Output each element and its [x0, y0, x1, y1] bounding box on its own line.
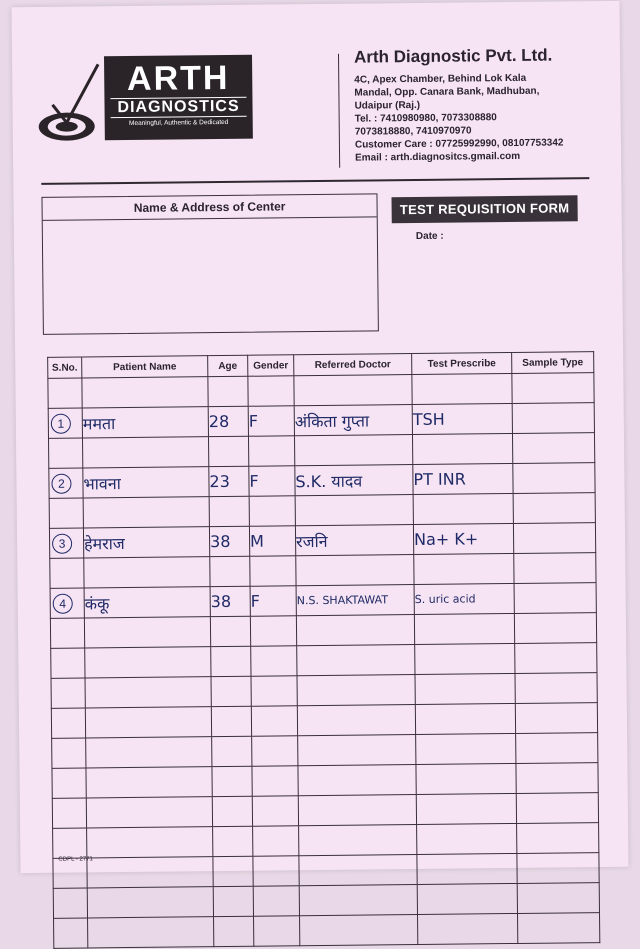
- header-divider: [338, 54, 340, 168]
- patient-name-cell[interactable]: भावना: [83, 467, 209, 498]
- header-gender: Gender: [248, 355, 294, 376]
- doctor-cell[interactable]: रजनि: [295, 525, 413, 556]
- doctor-cell[interactable]: N.S. SHAKTAWAT: [296, 585, 414, 616]
- brand-logo: [104, 55, 253, 141]
- company-email: Email : arth.diagnositcs.gmail.com: [355, 150, 521, 164]
- brand-tagline: Meaningful, Authentic & Dedicated: [128, 118, 229, 127]
- serial-number: 3: [52, 533, 72, 553]
- form-code: CDPL - 2771: [58, 856, 93, 863]
- sample-cell[interactable]: [513, 463, 595, 494]
- test-cell[interactable]: TSH: [412, 403, 512, 434]
- age-cell[interactable]: 28: [208, 406, 248, 436]
- age-cell[interactable]: 38: [210, 586, 250, 616]
- center-address-box[interactable]: [41, 193, 378, 335]
- gender-cell[interactable]: M: [249, 526, 295, 556]
- serial-number: 2: [51, 473, 71, 493]
- patient-name-cell[interactable]: हेमराज: [83, 527, 209, 558]
- patient-name-cell[interactable]: ममता: [82, 407, 208, 438]
- age-cell[interactable]: 38: [209, 526, 249, 556]
- company-info: [354, 45, 615, 165]
- date-label: Date :: [415, 230, 444, 242]
- patient-table: [47, 351, 600, 949]
- brand-name: ARTH: [126, 58, 230, 99]
- brand-sub: DIAGNOSTICS: [110, 97, 246, 118]
- address-line-2: Mandal, Opp. Canara Bank, Madhuban,: [354, 85, 540, 99]
- company-name: Arth Diagnostic Pvt. Ltd.: [353, 45, 553, 67]
- center-box-title: Name & Address of Center: [42, 194, 376, 220]
- address-line-1: 4C, Apex Chamber, Behind Lok Kala: [354, 72, 527, 86]
- header-patient-name: Patient Name: [82, 356, 208, 378]
- test-cell[interactable]: Na+ K+: [413, 523, 513, 554]
- doctor-cell[interactable]: अंकिता गुप्ता: [294, 405, 412, 436]
- gender-cell[interactable]: F: [250, 586, 296, 616]
- doctor-cell[interactable]: S.K. यादव: [295, 465, 413, 496]
- header-age: Age: [208, 355, 248, 376]
- telephone-line-2: 7073818880, 7410970970: [354, 125, 472, 138]
- customer-care: Customer Care : 07725992990, 08107753342: [354, 137, 564, 151]
- telephone-line-1: Tel. : 7410980980, 7073308880: [354, 112, 497, 125]
- header-sno: S.No.: [48, 357, 82, 378]
- table-row-blank: [54, 913, 600, 949]
- header-test-prescribe: Test Prescribe: [412, 352, 512, 374]
- header-referred-doctor: Referred Doctor: [294, 354, 412, 376]
- gender-cell[interactable]: F: [249, 466, 295, 496]
- form-title: TEST REQUISITION FORM: [391, 195, 577, 223]
- age-cell[interactable]: 23: [209, 466, 249, 496]
- gender-cell[interactable]: F: [248, 406, 294, 436]
- requisition-form-sheet: [11, 1, 628, 873]
- test-cell[interactable]: PT INR: [413, 463, 513, 494]
- sample-cell[interactable]: [513, 523, 595, 554]
- test-cell[interactable]: S. uric acid: [414, 583, 514, 614]
- header-sample-type: Sample Type: [512, 352, 594, 374]
- patient-name-cell[interactable]: कंकू: [84, 587, 210, 618]
- sample-cell[interactable]: [514, 583, 596, 614]
- serial-number: 4: [53, 593, 73, 613]
- header-rule: [41, 177, 589, 185]
- target-check-logo-icon: [36, 58, 103, 149]
- sample-cell[interactable]: [512, 403, 594, 434]
- serial-number: 1: [51, 413, 71, 433]
- address-line-3: Udaipur (Raj.): [354, 99, 421, 112]
